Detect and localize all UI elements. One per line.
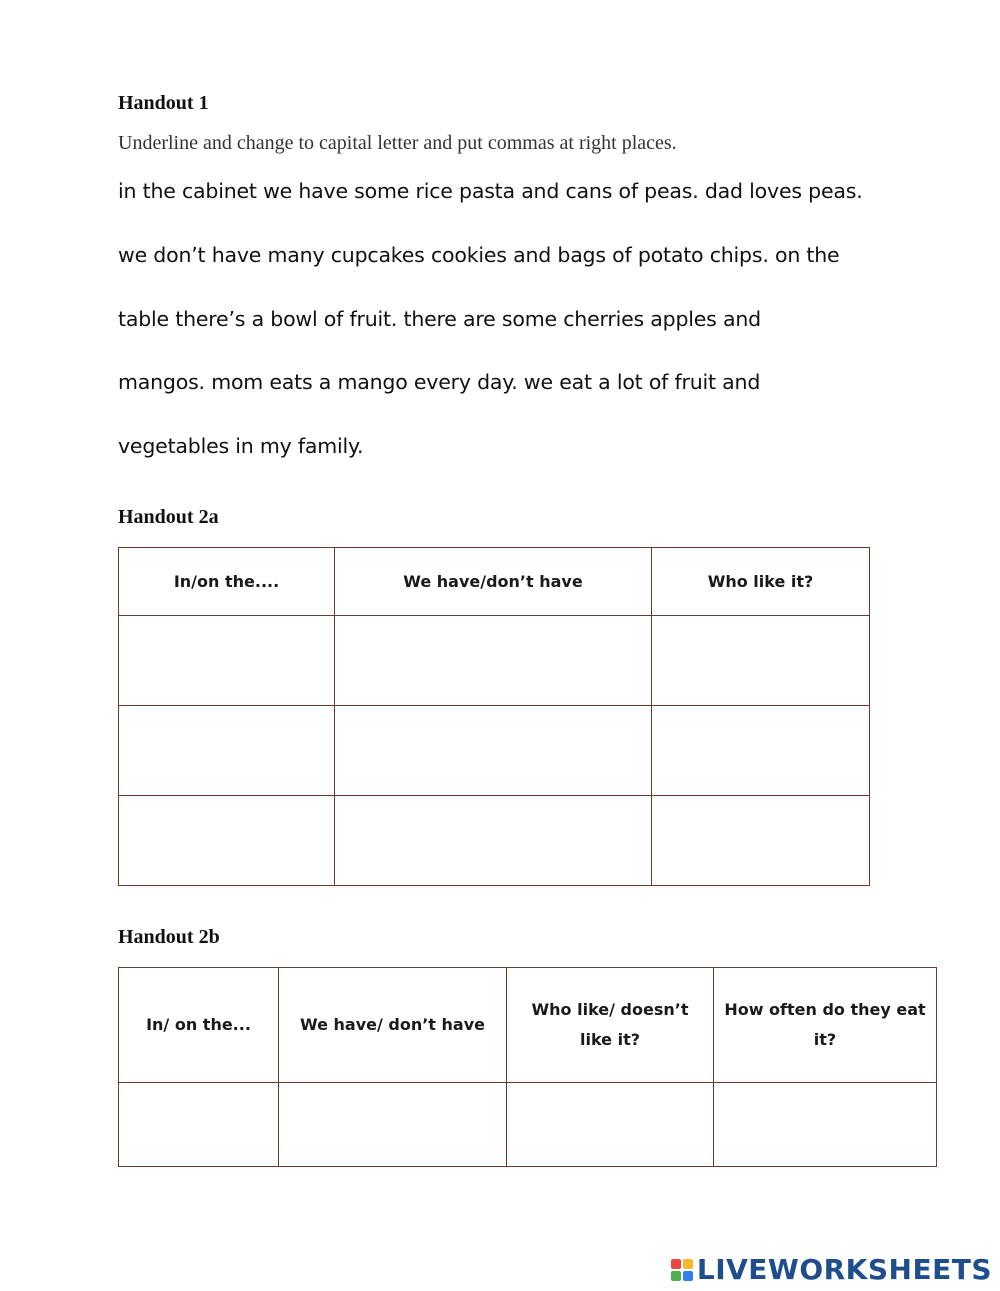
answer-cell[interactable] — [714, 1083, 937, 1167]
passage-line: in the cabinet we have some rice pasta and cans of peas. dad loves peas. — [118, 179, 863, 203]
answer-cell[interactable] — [119, 706, 335, 796]
handout-2a-table — [118, 547, 870, 886]
header-cell-have: We have/don’t have — [335, 548, 652, 616]
header-cell-have: We have/ don’t have — [279, 968, 507, 1083]
answer-cell[interactable] — [652, 706, 870, 796]
passage-line: we don’t have many cupcakes cookies and bags of potato chips. on the — [118, 242, 840, 267]
logo-block — [683, 1259, 693, 1269]
answer-cell[interactable] — [119, 616, 335, 706]
table-header-row — [119, 548, 870, 616]
handout-1-passage — [118, 175, 918, 494]
answer-cell[interactable] — [652, 796, 870, 886]
logo-text: LIVEWORKSHEETS — [696, 1253, 992, 1286]
header-cell-location: In/ on the... — [119, 968, 279, 1083]
table-row — [119, 616, 870, 706]
passage-line: mangos. mom eats a mango every day. we eat a lot of fruit and — [118, 370, 761, 395]
answer-cell[interactable] — [335, 706, 652, 796]
handout-2b-table — [118, 967, 937, 1167]
passage-line: table there’s a bowl of fruit. there are some cherries apples and — [118, 306, 761, 331]
liveworksheets-logo[interactable] — [671, 1253, 992, 1286]
handout-2a-heading: Handout 2a — [118, 506, 219, 528]
table-row — [119, 1083, 937, 1167]
header-cell-how-often: How often do they eat it? — [714, 968, 937, 1083]
handout-1-heading: Handout 1 — [118, 92, 209, 114]
answer-cell[interactable] — [507, 1083, 714, 1167]
table-row — [119, 706, 870, 796]
logo-block — [683, 1271, 693, 1281]
answer-cell[interactable] — [335, 616, 652, 706]
logo-block — [671, 1259, 681, 1269]
answer-cell[interactable] — [119, 1083, 279, 1167]
logo-block — [671, 1271, 681, 1281]
table-header-row — [119, 968, 937, 1083]
header-cell-who-likes: Who like it? — [652, 548, 870, 616]
answer-cell[interactable] — [119, 796, 335, 886]
header-cell-who-likes: Who like/ doesn’t like it? — [507, 968, 714, 1083]
logo-blocks-icon — [671, 1259, 693, 1281]
handout-2b-heading: Handout 2b — [118, 926, 220, 948]
table-row — [119, 796, 870, 886]
answer-cell[interactable] — [279, 1083, 507, 1167]
header-cell-location: In/on the.... — [119, 548, 335, 616]
answer-cell[interactable] — [335, 796, 652, 886]
answer-cell[interactable] — [652, 616, 870, 706]
passage-line: vegetables in my family. — [118, 434, 364, 459]
handout-1-instruction: Underline and change to capital letter and put commas at right places. — [118, 132, 677, 154]
